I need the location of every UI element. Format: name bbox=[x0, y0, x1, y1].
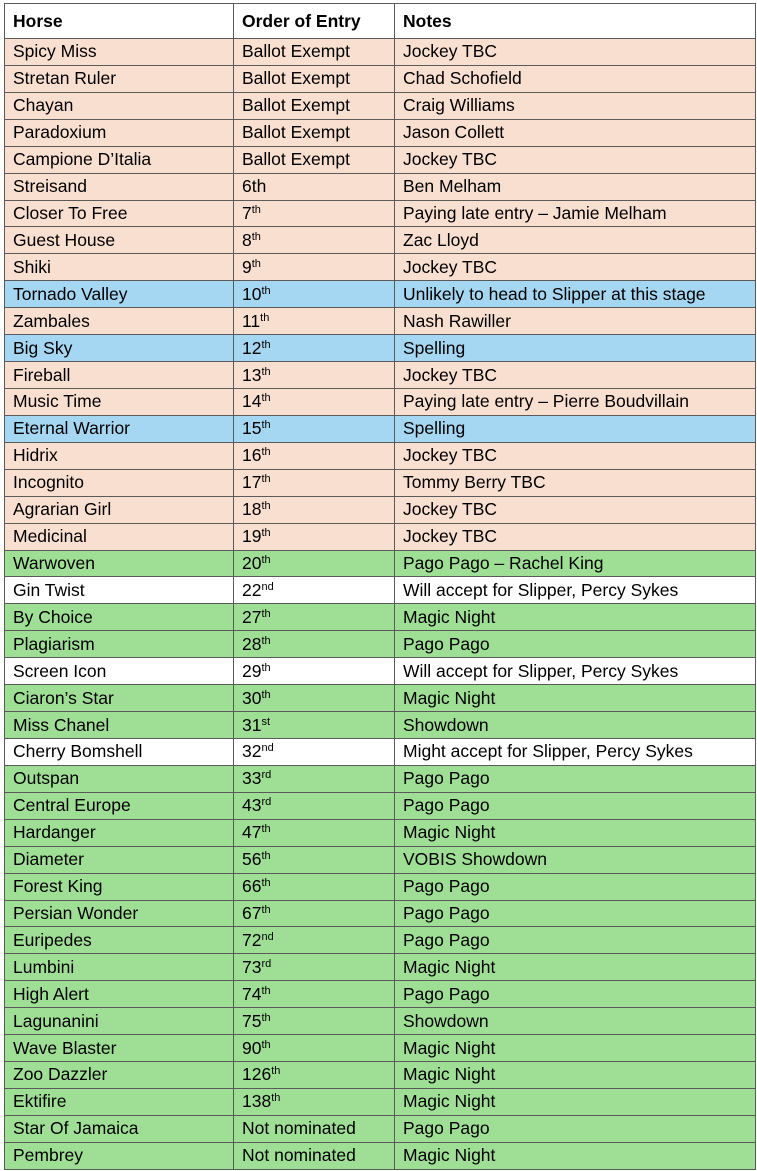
table-row bbox=[5, 335, 756, 362]
order-column-header: Order of Entry bbox=[234, 4, 395, 39]
horse-cell: Streisand bbox=[5, 173, 234, 200]
order-value: 18 bbox=[242, 499, 262, 520]
horse-cell: Screen Icon bbox=[5, 658, 234, 685]
order-cell bbox=[234, 496, 395, 523]
order-cell bbox=[234, 712, 395, 739]
order-cell bbox=[234, 1115, 395, 1142]
horse-cell: Plagiarism bbox=[5, 631, 234, 658]
order-cell bbox=[234, 658, 395, 685]
order-value: 67 bbox=[242, 902, 262, 923]
table-row bbox=[5, 442, 756, 469]
order-value: 20 bbox=[242, 552, 262, 573]
order-suffix: th bbox=[261, 553, 271, 566]
notes-cell: Craig Williams bbox=[395, 92, 756, 119]
notes-cell: Tommy Berry TBC bbox=[395, 469, 756, 496]
order-value: 22 bbox=[242, 579, 262, 600]
order-cell bbox=[234, 981, 395, 1008]
order-value: 28 bbox=[242, 633, 262, 654]
order-suffix: th bbox=[271, 1065, 281, 1078]
notes-cell: Nash Rawiller bbox=[395, 308, 756, 335]
horse-cell: Ciaron’s Star bbox=[5, 685, 234, 712]
order-cell bbox=[234, 173, 395, 200]
order-value: 126 bbox=[242, 1064, 272, 1085]
notes-cell: Paying late entry – Jamie Melham bbox=[395, 200, 756, 227]
horse-cell: Shiki bbox=[5, 254, 234, 281]
order-suffix: th bbox=[261, 984, 271, 997]
table-row bbox=[5, 1115, 756, 1142]
order-suffix: th bbox=[251, 257, 261, 270]
notes-cell: Might accept for Slipper, Percy Sykes bbox=[395, 738, 756, 765]
horse-cell: Ektifire bbox=[5, 1088, 234, 1115]
table-row bbox=[5, 1142, 756, 1169]
horse-cell: Campione D’Italia bbox=[5, 146, 234, 173]
table-row bbox=[5, 712, 756, 739]
horse-cell: Hardanger bbox=[5, 819, 234, 846]
order-cell bbox=[234, 846, 395, 873]
horse-cell: Agrarian Girl bbox=[5, 496, 234, 523]
order-value: 13 bbox=[242, 364, 262, 385]
table-row bbox=[5, 1088, 756, 1115]
notes-cell: Pago Pago bbox=[395, 981, 756, 1008]
notes-cell: Magic Night bbox=[395, 1088, 756, 1115]
order-value: Ballot Exempt bbox=[242, 41, 350, 62]
order-value: 33 bbox=[242, 768, 262, 789]
horse-cell: Pembrey bbox=[5, 1142, 234, 1169]
order-suffix: nd bbox=[261, 930, 274, 943]
order-suffix: th bbox=[261, 527, 271, 540]
order-cell bbox=[234, 146, 395, 173]
order-value: 14 bbox=[242, 391, 262, 412]
order-cell bbox=[234, 927, 395, 954]
order-suffix: rd bbox=[261, 957, 272, 970]
order-suffix: th bbox=[261, 392, 271, 405]
table-row bbox=[5, 658, 756, 685]
order-suffix: th bbox=[261, 634, 271, 647]
table-row bbox=[5, 819, 756, 846]
notes-cell: Magic Night bbox=[395, 685, 756, 712]
order-value: Not nominated bbox=[242, 1145, 356, 1166]
notes-cell: Showdown bbox=[395, 712, 756, 739]
notes-cell: Magic Night bbox=[395, 954, 756, 981]
order-suffix: th bbox=[271, 1092, 281, 1105]
order-cell bbox=[234, 1035, 395, 1062]
notes-cell: Pago Pago bbox=[395, 1115, 756, 1142]
order-cell bbox=[234, 631, 395, 658]
order-cell bbox=[234, 362, 395, 389]
table-row bbox=[5, 900, 756, 927]
order-value: 72 bbox=[242, 929, 262, 950]
order-suffix: th bbox=[261, 284, 271, 297]
horse-cell: Music Time bbox=[5, 388, 234, 415]
notes-cell: Jockey TBC bbox=[395, 442, 756, 469]
notes-cell: Magic Night bbox=[395, 604, 756, 631]
horse-cell: Persian Wonder bbox=[5, 900, 234, 927]
horse-cell: Outspan bbox=[5, 765, 234, 792]
order-value: 16 bbox=[242, 445, 262, 466]
order-suffix: nd bbox=[261, 580, 274, 593]
order-cell bbox=[234, 604, 395, 631]
order-value: 7 bbox=[242, 202, 252, 223]
order-cell bbox=[234, 39, 395, 66]
table-row bbox=[5, 1035, 756, 1062]
order-cell bbox=[234, 335, 395, 362]
order-cell bbox=[234, 200, 395, 227]
table-row bbox=[5, 523, 756, 550]
order-suffix: th bbox=[261, 688, 271, 701]
order-value: 74 bbox=[242, 983, 262, 1004]
order-cell bbox=[234, 765, 395, 792]
notes-cell: Magic Night bbox=[395, 1142, 756, 1169]
order-value: Ballot Exempt bbox=[242, 68, 350, 89]
order-value: 47 bbox=[242, 822, 262, 843]
table-row bbox=[5, 1008, 756, 1035]
order-suffix: th bbox=[251, 203, 261, 216]
order-suffix: th bbox=[261, 473, 271, 486]
order-suffix: rd bbox=[261, 769, 272, 782]
table-row bbox=[5, 415, 756, 442]
order-suffix: st bbox=[261, 715, 271, 728]
table-row bbox=[5, 65, 756, 92]
horse-cell: Tornado Valley bbox=[5, 281, 234, 308]
table-row bbox=[5, 981, 756, 1008]
horse-cell: Forest King bbox=[5, 873, 234, 900]
horse-cell: Hidrix bbox=[5, 442, 234, 469]
order-value: 66 bbox=[242, 876, 262, 897]
order-cell bbox=[234, 308, 395, 335]
order-suffix: th bbox=[261, 419, 271, 432]
notes-cell: Magic Night bbox=[395, 1035, 756, 1062]
order-value: 43 bbox=[242, 795, 262, 816]
order-suffix: th bbox=[251, 230, 261, 243]
order-value: 9 bbox=[242, 256, 252, 277]
order-cell bbox=[234, 873, 395, 900]
notes-cell: Jockey TBC bbox=[395, 523, 756, 550]
table-row bbox=[5, 954, 756, 981]
notes-cell: Magic Night bbox=[395, 1062, 756, 1089]
order-value: 15 bbox=[242, 418, 262, 439]
order-cell bbox=[234, 1088, 395, 1115]
order-value: 12 bbox=[242, 337, 262, 358]
table-row bbox=[5, 92, 756, 119]
order-suffix: th bbox=[261, 500, 271, 513]
order-value: 27 bbox=[242, 606, 262, 627]
notes-cell: Pago Pago bbox=[395, 631, 756, 658]
table-header bbox=[5, 4, 756, 39]
table-row bbox=[5, 469, 756, 496]
order-suffix: rd bbox=[261, 796, 272, 809]
notes-cell: Will accept for Slipper, Percy Sykes bbox=[395, 658, 756, 685]
order-cell bbox=[234, 1062, 395, 1089]
notes-cell: Zac Lloyd bbox=[395, 227, 756, 254]
horse-cell: Star Of Jamaica bbox=[5, 1115, 234, 1142]
table-row bbox=[5, 227, 756, 254]
order-suffix: nd bbox=[261, 742, 274, 755]
horse-cell: Cherry Bomshell bbox=[5, 738, 234, 765]
order-cell bbox=[234, 281, 395, 308]
order-value: Not nominated bbox=[242, 1118, 356, 1139]
table-row bbox=[5, 631, 756, 658]
horse-cell: Lagunanini bbox=[5, 1008, 234, 1035]
notes-cell: Will accept for Slipper, Percy Sykes bbox=[395, 577, 756, 604]
order-value: Ballot Exempt bbox=[242, 95, 350, 116]
table-row bbox=[5, 738, 756, 765]
order-suffix: th bbox=[261, 903, 271, 916]
horse-cell: Lumbini bbox=[5, 954, 234, 981]
table-row bbox=[5, 765, 756, 792]
notes-cell: Jockey TBC bbox=[395, 254, 756, 281]
order-value: 11 bbox=[242, 310, 261, 331]
table-row bbox=[5, 362, 756, 389]
notes-cell: Ben Melham bbox=[395, 173, 756, 200]
order-cell bbox=[234, 819, 395, 846]
table-body bbox=[5, 39, 756, 1170]
order-value: 8 bbox=[242, 229, 252, 250]
header-row bbox=[5, 4, 756, 39]
horse-cell: Spicy Miss bbox=[5, 39, 234, 66]
order-value: 29 bbox=[242, 660, 262, 681]
order-suffix: th bbox=[261, 850, 271, 863]
table-row bbox=[5, 281, 756, 308]
order-cell bbox=[234, 954, 395, 981]
order-suffix: th bbox=[261, 877, 271, 890]
order-cell bbox=[234, 442, 395, 469]
order-cell bbox=[234, 92, 395, 119]
notes-cell: Unlikely to head to Slipper at this stage bbox=[395, 281, 756, 308]
horse-cell: Warwoven bbox=[5, 550, 234, 577]
notes-cell: Jockey TBC bbox=[395, 496, 756, 523]
table-row bbox=[5, 846, 756, 873]
order-value: 10 bbox=[242, 283, 262, 304]
order-cell bbox=[234, 738, 395, 765]
notes-cell: Pago Pago bbox=[395, 927, 756, 954]
order-suffix: th bbox=[261, 365, 271, 378]
order-cell bbox=[234, 900, 395, 927]
order-value: 73 bbox=[242, 956, 262, 977]
table-row bbox=[5, 792, 756, 819]
order-suffix: th bbox=[261, 1011, 271, 1024]
horse-cell: Zambales bbox=[5, 308, 234, 335]
table-row bbox=[5, 685, 756, 712]
order-value: 6th bbox=[242, 176, 267, 197]
notes-cell: Spelling bbox=[395, 415, 756, 442]
order-cell bbox=[234, 685, 395, 712]
order-suffix: th bbox=[261, 1038, 271, 1051]
notes-cell: Spelling bbox=[395, 335, 756, 362]
order-cell bbox=[234, 415, 395, 442]
table-row bbox=[5, 550, 756, 577]
order-value: 31 bbox=[242, 714, 262, 735]
table-row bbox=[5, 1062, 756, 1089]
notes-cell: Pago Pago bbox=[395, 873, 756, 900]
horse-cell: Stretan Ruler bbox=[5, 65, 234, 92]
horse-cell: Eternal Warrior bbox=[5, 415, 234, 442]
order-cell bbox=[234, 792, 395, 819]
notes-cell: Pago Pago – Rachel King bbox=[395, 550, 756, 577]
order-cell bbox=[234, 65, 395, 92]
table-row bbox=[5, 496, 756, 523]
order-cell bbox=[234, 523, 395, 550]
entries-table bbox=[4, 3, 756, 1170]
notes-cell: VOBIS Showdown bbox=[395, 846, 756, 873]
order-value: 56 bbox=[242, 849, 262, 870]
order-value: 75 bbox=[242, 1010, 262, 1031]
order-cell bbox=[234, 119, 395, 146]
horse-cell: High Alert bbox=[5, 981, 234, 1008]
horse-cell: Euripedes bbox=[5, 927, 234, 954]
order-suffix: th bbox=[261, 607, 271, 620]
notes-column-header: Notes bbox=[395, 4, 756, 39]
horse-cell: Fireball bbox=[5, 362, 234, 389]
order-value: 90 bbox=[242, 1037, 262, 1058]
order-cell bbox=[234, 254, 395, 281]
horse-cell: Guest House bbox=[5, 227, 234, 254]
horse-cell: Big Sky bbox=[5, 335, 234, 362]
table-row bbox=[5, 146, 756, 173]
table-row bbox=[5, 577, 756, 604]
order-value: 17 bbox=[242, 472, 262, 493]
notes-cell: Jason Collett bbox=[395, 119, 756, 146]
notes-cell: Jockey TBC bbox=[395, 39, 756, 66]
horse-cell: Closer To Free bbox=[5, 200, 234, 227]
notes-cell: Pago Pago bbox=[395, 792, 756, 819]
order-cell bbox=[234, 227, 395, 254]
entries-sheet bbox=[4, 3, 756, 1170]
table-row bbox=[5, 388, 756, 415]
order-cell bbox=[234, 550, 395, 577]
horse-cell: Diameter bbox=[5, 846, 234, 873]
horse-cell: Miss Chanel bbox=[5, 712, 234, 739]
order-value: Ballot Exempt bbox=[242, 149, 350, 170]
table-row bbox=[5, 173, 756, 200]
notes-cell: Jockey TBC bbox=[395, 146, 756, 173]
order-cell bbox=[234, 1008, 395, 1035]
notes-cell: Paying late entry – Pierre Boudvillain bbox=[395, 388, 756, 415]
order-value: 30 bbox=[242, 687, 262, 708]
notes-cell: Magic Night bbox=[395, 819, 756, 846]
order-suffix: th bbox=[260, 311, 270, 324]
horse-cell: Central Europe bbox=[5, 792, 234, 819]
table-row bbox=[5, 39, 756, 66]
order-value: 19 bbox=[242, 526, 262, 547]
horse-cell: By Choice bbox=[5, 604, 234, 631]
table-row bbox=[5, 119, 756, 146]
horse-cell: Zoo Dazzler bbox=[5, 1062, 234, 1089]
horse-cell: Medicinal bbox=[5, 523, 234, 550]
order-cell bbox=[234, 469, 395, 496]
order-suffix: th bbox=[261, 446, 271, 459]
order-cell bbox=[234, 1142, 395, 1169]
table-row bbox=[5, 927, 756, 954]
order-value: 138 bbox=[242, 1091, 272, 1112]
horse-cell: Incognito bbox=[5, 469, 234, 496]
notes-cell: Chad Schofield bbox=[395, 65, 756, 92]
table-row bbox=[5, 873, 756, 900]
horse-cell: Paradoxium bbox=[5, 119, 234, 146]
notes-cell: Pago Pago bbox=[395, 765, 756, 792]
notes-cell: Showdown bbox=[395, 1008, 756, 1035]
table-row bbox=[5, 308, 756, 335]
horse-cell: Gin Twist bbox=[5, 577, 234, 604]
order-suffix: th bbox=[261, 661, 271, 674]
order-value: Ballot Exempt bbox=[242, 122, 350, 143]
horse-cell: Wave Blaster bbox=[5, 1035, 234, 1062]
table-row bbox=[5, 254, 756, 281]
order-cell bbox=[234, 577, 395, 604]
order-suffix: th bbox=[261, 338, 271, 351]
order-suffix: th bbox=[261, 823, 271, 836]
horse-cell: Chayan bbox=[5, 92, 234, 119]
table-row bbox=[5, 604, 756, 631]
notes-cell: Jockey TBC bbox=[395, 362, 756, 389]
order-value: 32 bbox=[242, 741, 262, 762]
horse-column-header: Horse bbox=[5, 4, 234, 39]
notes-cell: Pago Pago bbox=[395, 900, 756, 927]
order-cell bbox=[234, 388, 395, 415]
table-row bbox=[5, 200, 756, 227]
